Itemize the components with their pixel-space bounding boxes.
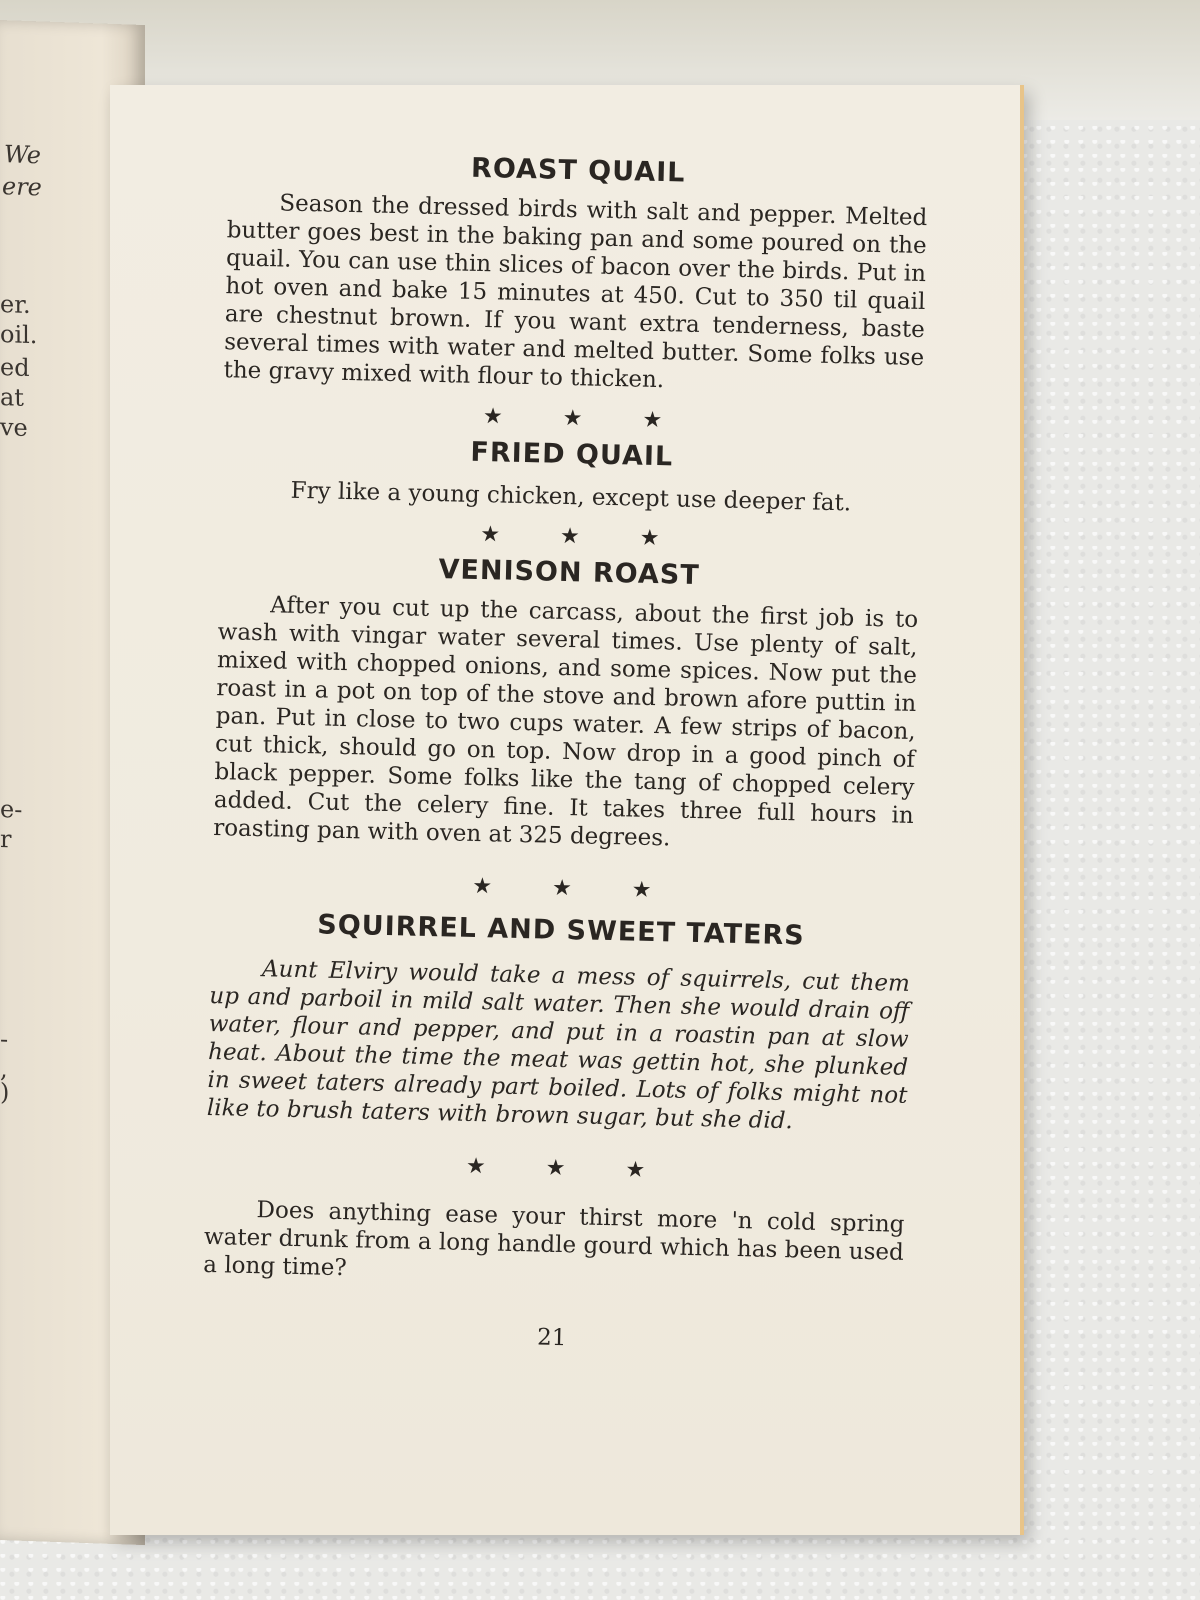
left-page-fragment: ere [2, 172, 42, 202]
star-icon: ★ [559, 523, 581, 550]
venison-roast-heading: VENISON ROAST [438, 554, 701, 592]
page-content [202, 147, 929, 1359]
star-icon: ★ [639, 525, 660, 552]
squirrel-heading: SQUIRREL AND SWEET TATERS [316, 909, 806, 952]
left-page-fragment: ve [0, 413, 28, 442]
squirrel-body: Aunt Elviry would take a mess of squirrels, cut them up and parboil in mild salt water. Then she would drain off water, flour and pepper, and put in a roastin pan at slow heat. About the time the meat was gettin hot, she plunked in sweet taters already part boiled. Lots of folks might not like to brush taters with brown sugar, but she did. [206, 956, 911, 1135]
star-icon: ★ [545, 1155, 566, 1182]
left-page-fragment: - [0, 1025, 9, 1054]
left-page-fragment: at [0, 383, 24, 412]
left-page-fragment: We [4, 140, 41, 170]
star-icon: ★ [482, 404, 504, 430]
fried-quail-body: Fry like a young chicken, except use deeper fat. [290, 477, 852, 517]
star-icon: ★ [631, 877, 652, 903]
book-page [110, 85, 1024, 1535]
star-icon: ★ [465, 1153, 487, 1180]
venison-roast-body: After you cut up the carcass, about the first job is to wash with vingar water several times. Use plenty of salt, mixed with chopped onions, and some spices. Now put the roast in a pot on top of the stove and brown afore puttin in pan. Put in close to two cups water. A few strips of bacon, cut thick, should go on top. Now drop in a good pinch of black pepper. Some folks like the tang of chopped celery added. Cut the celery fine. It takes three full hours in roasting pan with oven at 325 degrees. [212, 592, 919, 852]
left-page-fragment: , [0, 1055, 8, 1084]
left-page-fragment: e- [0, 795, 23, 824]
roast-quail-heading: ROAST QUAIL [470, 152, 686, 189]
left-page-fragment: er. [0, 290, 31, 320]
left-page-fragment: ) [0, 1078, 10, 1107]
star-separator [205, 1148, 905, 1189]
star-icon: ★ [551, 875, 573, 902]
star-separator [212, 868, 912, 909]
fried-quail-heading: FRIED QUAIL [470, 436, 674, 473]
closing-paragraph: Does anything ease your thirst more 'n cold spring water drunk from a long handle gourd which has been used a long time? [203, 1197, 905, 1282]
left-page-fragment: r [0, 825, 12, 854]
left-page-fragment: ed [0, 353, 30, 383]
star-icon: ★ [472, 873, 493, 900]
star-icon: ★ [625, 1157, 646, 1183]
star-icon: ★ [480, 522, 501, 548]
star-icon: ★ [562, 405, 583, 432]
page-number: 21 [536, 1324, 567, 1352]
roast-quail-body: Season the dressed birds with salt and pepper. Melted butter goes best in the baking pan and some poured on the quail. You can use thin slices of bacon over the birds. Put in hot oven and bake 15 minutes at 450. Cut to 350 til quail are chestnut brown. If you want extra tenderness, baste several times with water and melted butter. Some folks use the gravy mixed with flour to thicken. [223, 190, 928, 394]
left-page-fragment: oil. [0, 320, 38, 350]
star-icon: ★ [642, 407, 663, 434]
